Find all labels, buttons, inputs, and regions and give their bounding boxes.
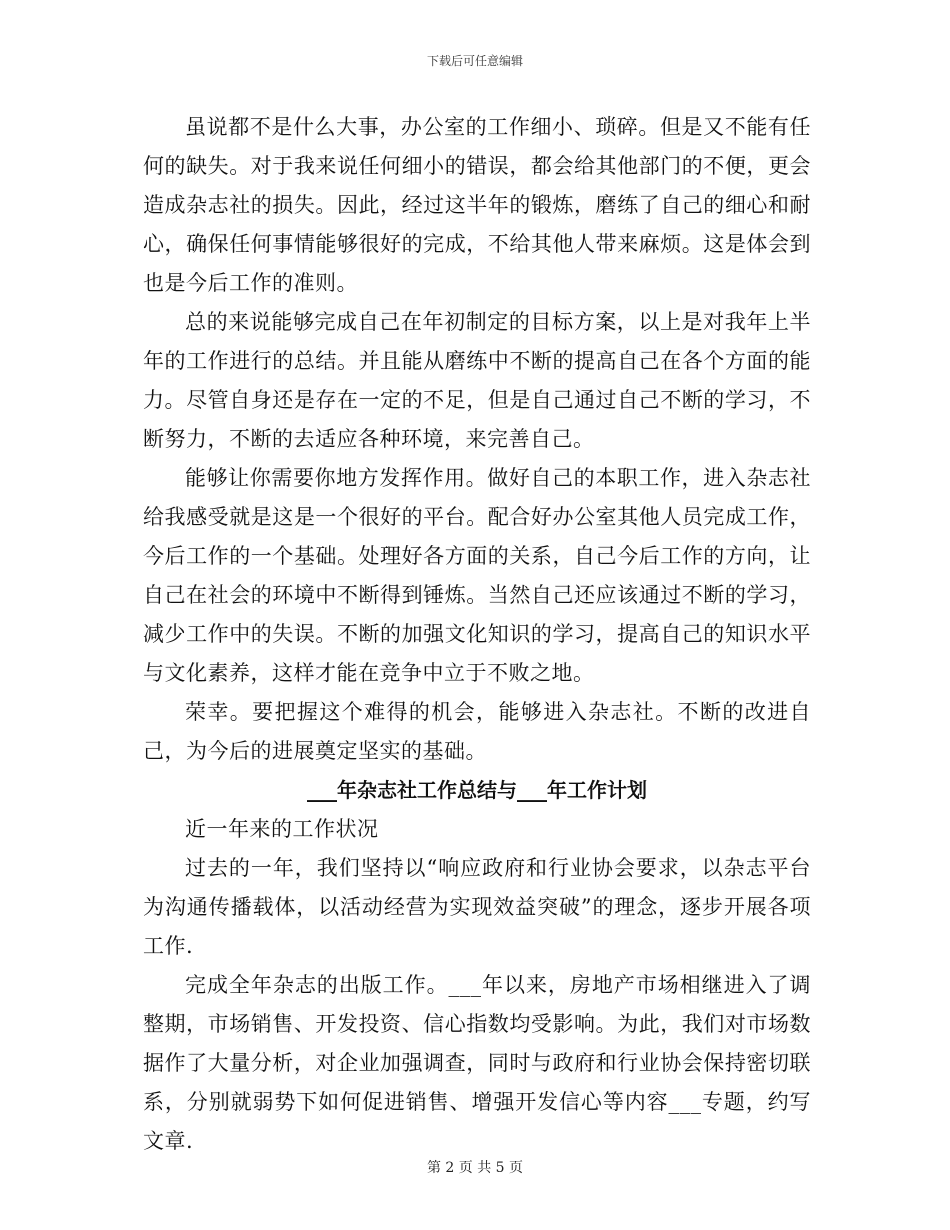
paragraph: 荣幸。要把握这个难得的机会，能够进入杂志社。不断的改进自己，为今后的进展奠定坚实的基础。 xyxy=(143,700,811,763)
section-title: ___年杂志社工作总结与___年工作计划 xyxy=(307,778,647,802)
subheading: 近一年来的工作状况 xyxy=(185,817,379,841)
paragraph: 过去的一年，我们坚持以“响应政府和行业协会要求，以杂志平台为沟通传播载体，以活动经营为实现效益突破”的理念，逐步开展各项工作. xyxy=(143,856,811,958)
page-number-footer: 第 2 页 共 5 页 xyxy=(426,1160,524,1176)
document-body xyxy=(143,108,811,1161)
paragraph: 完成全年杂志的出版工作。___年以来，房地产市场相继进入了调整期，市场销售、开发投资、信心指数均受影响。为此，我们对市场数据作了大量分析，对企业加强调查，同时与政府和行业协会保持密切联系，分别就弱势下如何促进销售、增强开发信心等内容___专题，约写文章. xyxy=(143,973,811,1153)
paragraph: 能够让你需要你地方发挥作用。做好自己的本职工作，进入杂志社给我感受就是这是一个很好的平台。配合好办公室其他人员完成工作，今后工作的一个基础。处理好各方面的关系，自己今后工作的方向，让自己在社会的环境中不断得到锤炼。当然自己还应该通过不断的学习，减少工作中的失误。不断的加强文化知识的学习，提高自己的知识水平与文化素养，这样才能在竞争中立于不败之地。 xyxy=(143,466,811,685)
paragraph: 虽说都不是什么大事，办公室的工作细小、琐碎。但是又不能有任何的缺失。对于我来说任何细小的错误，都会给其他部门的不便，更会造成杂志社的损失。因此，经过这半年的锻炼，磨练了自己的细心和耐心，确保任何事情能够很好的完成，不给其他人带来麻烦。这是体会到也是今后工作的准则。 xyxy=(143,115,811,295)
paragraph: 总的来说能够完成自己在年初制定的目标方案，以上是对我年上半年的工作进行的总结。并且能从磨练中不断的提高自己在各个方面的能力。尽管自身还是存在一定的不足，但是自己通过自己不断的学习，不断努力，不断的去适应各种环境，来完善自己。 xyxy=(143,310,811,451)
page-header: 下载后可任意编辑 xyxy=(426,54,523,68)
